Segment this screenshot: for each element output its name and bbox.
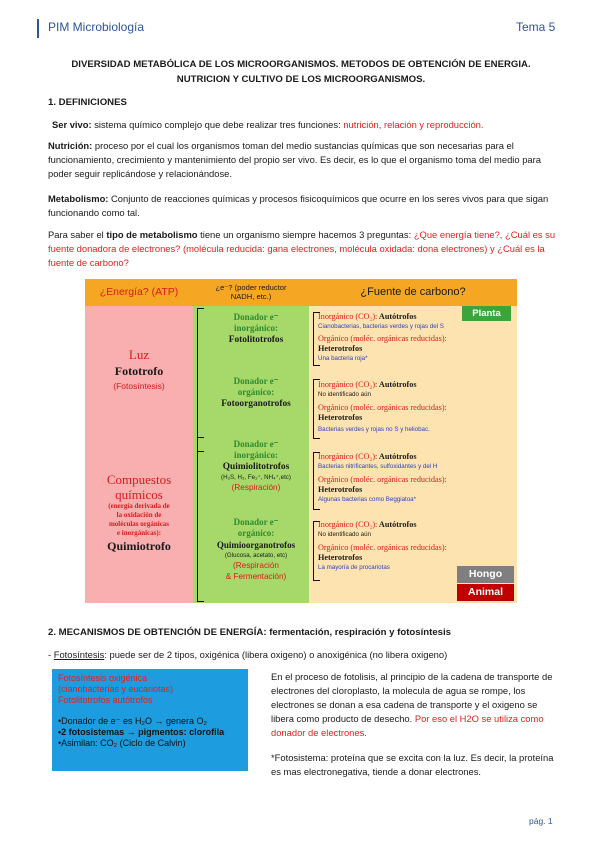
c2-examples: No identificado aún [318, 391, 371, 398]
fotolisis-red: Por eso el H2O se utiliza como donador de electrones. [271, 713, 544, 738]
d2-line3: Fotoorganotrofos [221, 399, 291, 409]
c1-autotrofos: Autótrofos [377, 312, 417, 321]
d1-line3: Fotolitotrofos [228, 335, 284, 345]
page-number: pág. 1 [529, 816, 553, 826]
quimiotrofo-label: Quimiotrofo [107, 539, 171, 553]
header-accent-bar [37, 19, 39, 38]
compuestos-line2: químicos [115, 487, 163, 502]
metabolismo-term: Metabolismo: [48, 193, 109, 204]
planta-tag: Planta [462, 306, 511, 321]
course-title: PIM Microbiología [48, 20, 145, 34]
c2-inorg: Inorgánico (CO₂): [318, 380, 378, 389]
energia-derivada-2: la oxidación de [116, 511, 162, 519]
d4-line1: Donador e⁻ [233, 517, 279, 527]
c4-examples: No identificado aún [318, 531, 371, 538]
ser-vivo-functions: nutrición, relación y reproducción. [343, 119, 484, 130]
energia-derivada-3: moléculas orgánicas [108, 520, 170, 528]
c2-autotrofos: Autótrofos [377, 380, 417, 389]
c3-autotrofos: Autótrofos [377, 452, 417, 461]
d3-line1: Donador e⁻ [233, 439, 279, 449]
d2-line2: orgánico: [237, 387, 275, 397]
header-fuente-carbono: ¿Fuente de carbono? [309, 279, 517, 306]
luz-block [85, 347, 193, 393]
c4-hetero-example: La mayoría de procariotas [318, 564, 390, 571]
d2-line1: Donador e⁻ [233, 376, 279, 386]
d1-line2: inorgánico: [234, 323, 278, 333]
fotolisis-paragraph [271, 670, 559, 740]
c2-heterotrofos: Heterotrofos [318, 413, 363, 422]
c4-heterotrofos: Heterotrofos [318, 553, 363, 562]
animal-tag: Animal [457, 584, 514, 601]
donador-quimiolitotrofos [203, 439, 309, 494]
tipo-questions: ¿Que energía tiene?, ¿Cuál es su fuente donadora de electrones? (molécula reducida: gana electrones, molécula oxidada: dona electrones) y ¿Cuál es la fuente de carbono? [48, 229, 556, 268]
d4-line4: (Glucosa, acetato, etc) [224, 552, 288, 559]
c4-org: Orgánico (moléc. orgánicas reducidas): [318, 543, 447, 552]
tipo-mid: tiene un organismo siempre hacemos 3 preguntas: [197, 229, 414, 240]
fotosistema-note: *Fotosistema: proteína que se excita con la luz. Es decir, la proteína es mas electronegativa, tiende a donar electrones. [271, 752, 554, 777]
tipo-pre: Para saber el [48, 229, 107, 240]
section-2-heading: 2. MECANISMOS DE OBTENCIÓN DE ENERGÍA: fermentación, respiración y fotosíntesis [48, 627, 452, 638]
nutricion-paragraph [48, 139, 558, 181]
carbono-quimiolitotrofos [318, 452, 516, 505]
title-line-2: NUTRICION Y CULTIVO DE LOS MICROORGANISMOS. [176, 74, 426, 85]
d3-line5: (Respiración) [231, 483, 281, 492]
c1-inorg: Inorgánico (CO₂): [318, 312, 378, 321]
tipo-metabolismo-paragraph [48, 228, 558, 270]
section-1-heading: 1. DEFINICIONES [48, 97, 127, 108]
compuestos-line1: Compuestos [106, 472, 172, 487]
d4-line6: & Fermentación) [225, 572, 287, 581]
donador-fotolitotrofos [203, 312, 309, 346]
metabolism-table [85, 279, 517, 603]
ser-vivo-paragraph [52, 118, 562, 132]
c1-examples: Cianobacterias, bacterias verdes y rojas del S [318, 323, 444, 330]
c2-org: Orgánico (moléc. orgánicas reducidas): [318, 403, 447, 412]
ser-vivo-term: Ser vivo: [52, 119, 92, 130]
header-donador [193, 279, 309, 306]
d1-line1: Donador e⁻ [233, 312, 279, 322]
energia-derivada-1: (energía derivada de [108, 502, 170, 510]
page-title [45, 57, 557, 87]
c3-examples: Bacterias nitrificantes, sulfoxidantes y del H [318, 463, 438, 470]
d3-line2: inorgánico: [234, 450, 278, 460]
d4-line3: Quimioorganotrofos [216, 540, 296, 550]
c3-inorg: Inorgánico (CO₂): [318, 452, 378, 461]
tema-label: Tema 5 [516, 20, 556, 34]
d3-line3: Quimiolitotrofos [222, 462, 290, 472]
d4-line5: (Respiración [233, 561, 279, 570]
metabolismo-paragraph [48, 192, 558, 220]
c4-autotrofos: Autótrofos [377, 520, 417, 529]
c3-heterotrofos: Heterotrofos [318, 485, 363, 494]
header-donador-line2: NADH, etc.) [230, 292, 272, 301]
box-line2: (cianobacterias y eucariotas) [58, 684, 174, 694]
title-line-1: DIVERSIDAD METABÓLICA DE LOS MICROORGANISMOS. METODOS DE OBTENCIÓN DE ENERGIA. [71, 59, 531, 70]
c3-hetero-example: Algunas bacterias como Beggiatoa* [318, 496, 417, 503]
fotosintesis-label: (Fotosíntesis) [113, 381, 165, 391]
donador-fotoorganotrofos [203, 376, 309, 410]
box-line6: •Asimilan: CO₂ (Ciclo de Calvin) [58, 738, 186, 748]
nutricion-text: proceso por el cual los organismos toman del medio sustancias químicas que son necesarias para el funcionamiento, crecimiento y mantenimiento del propio ser vivo. Es decir, es lo que el organismo toma del medio para poder seguir replicándose y relacionándose. [48, 140, 541, 179]
c1-hetero-example: Una bacteria roja* [318, 355, 368, 362]
metabolismo-text: Conjunto de reacciones químicas y procesos fisicoquímicos que ocurre en los seres vivos para que sigan funcionando como tal. [48, 193, 549, 218]
header-donador-line1: ¿e⁻? (poder reductor [215, 283, 287, 292]
carbono-fotoorganotrofos [318, 380, 516, 435]
box-line5: •2 fotosistemas → pigmentos: clorofila [58, 727, 225, 737]
box-line4: •Donador de e⁻ es H₂O → genera O₂ [58, 716, 207, 726]
ser-vivo-text: sistema químico complejo que debe realizar tres funciones: [91, 119, 344, 130]
fototrofo-label: Fototrofo [114, 364, 164, 378]
d3-line4: (H₂S, H₂, Fe₂⁺, NH₄⁺,etc) [221, 474, 291, 481]
nutricion-term: Nutrición: [48, 140, 93, 151]
fotosintesis-intro-text: : puede ser de 2 tipos, oxigénica (libera oxigeno) o anoxigénica (no libera oxigeno) [104, 649, 448, 660]
hongo-tag: Hongo [457, 566, 514, 583]
energia-derivada-4: e inorgánicas): [116, 529, 162, 537]
box-line3: Fotolitotrofos autótrofos [58, 695, 153, 705]
quimiotrofo-block [85, 472, 193, 554]
fotosintesis-intro [48, 648, 558, 662]
box-line1: Fotosíntesis oxigénica [58, 673, 148, 683]
c2-hetero-example: Bacterias verdes y rojas no S y heliobac. [318, 426, 430, 433]
tipo-bold: tipo de metabolismo [106, 229, 198, 240]
c4-inorg: Inorgánico (CO₂): [318, 520, 378, 529]
c3-org: Orgánico (moléc. orgánicas reducidas): [318, 475, 447, 484]
header-energia: ¿Energía? (ATP) [85, 279, 193, 306]
luz-label: Luz [128, 347, 150, 362]
c1-org: Orgánico (moléc. orgánicas reducidas): [318, 334, 447, 343]
fotolisis-text: En el proceso de fotolisis, al principio de la cadena de transporte de electrones del cloroplasto, la molecula de agua se rompe, los electrones se donan a esa cadena de transporte y el oxigeno se libera como producto de desecho. [271, 671, 553, 724]
c1-heterotrofos: Heterotrofos [318, 344, 363, 353]
donador-quimioorganotrofos [203, 517, 309, 582]
intro-dash: - [48, 649, 54, 660]
fotosintesis-term: Fotosíntesis [53, 649, 105, 660]
fotosintesis-oxigenica-box [52, 669, 248, 771]
d4-line2: orgánico: [237, 528, 275, 538]
